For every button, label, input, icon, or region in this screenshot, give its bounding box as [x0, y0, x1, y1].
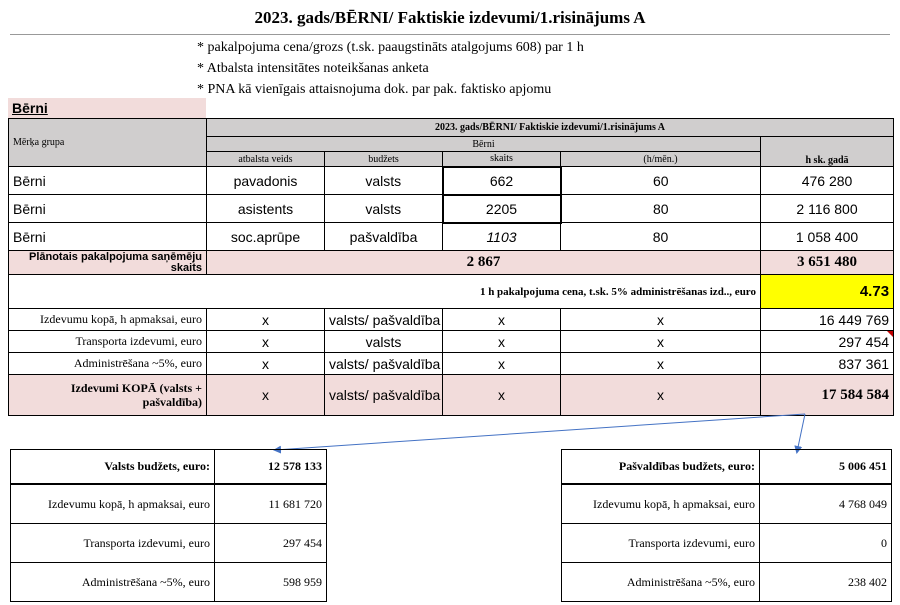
- municipal-budget-total: 5 006 451: [760, 450, 892, 485]
- table-row: [562, 484, 892, 524]
- municipal-row-value: 238 402: [760, 563, 892, 602]
- section-label: Bērni: [8, 98, 206, 118]
- total-value: 17 584 584: [761, 375, 894, 416]
- municipal-row-label: Administrēšana ~5%, euro: [562, 563, 760, 602]
- row-count[interactable]: 1103: [443, 223, 561, 251]
- municipal-row-value: 0: [760, 524, 892, 563]
- row-type: asistents: [207, 195, 325, 223]
- row-budget: valsts: [325, 167, 443, 195]
- price-label: 1 h pakalpojuma cena, t.sk. 5% administrēšanas izd.., euro: [9, 275, 761, 309]
- total-col-a: x: [207, 375, 325, 416]
- cost-label: Transporta izdevumi, euro: [9, 331, 207, 353]
- cost-col-d: x: [561, 309, 761, 331]
- row-year: 1 058 400: [761, 223, 894, 251]
- table-header-title: 2023. gads/BĒRNI/ Faktiskie izdevumi/1.risinājums A: [207, 119, 894, 137]
- table-row: [562, 524, 892, 563]
- arrow-to-state-budget: [275, 414, 805, 450]
- cost-col-b: valsts/ pašvaldība: [325, 309, 443, 331]
- budget-header: budžets: [325, 152, 443, 167]
- municipal-row-label: Transporta izdevumi, euro: [562, 524, 760, 563]
- cost-col-c: x: [443, 309, 561, 331]
- hours-year-header: h sk. gadā: [761, 137, 894, 167]
- table-row: [11, 524, 327, 563]
- cost-label: Administrēšana ~5%, euro: [9, 353, 207, 375]
- cost-value: 837 361: [761, 353, 894, 375]
- cost-value-text: 297 454: [838, 333, 890, 350]
- total-col-d: x: [561, 375, 761, 416]
- municipal-row-label: Izdevumu kopā, h apmaksai, euro: [562, 484, 760, 524]
- hours-month-header: (h/mēn.): [561, 152, 761, 167]
- municipal-budget-table: [561, 449, 892, 602]
- count-header: skaits: [443, 152, 561, 167]
- state-row-value: 297 454: [215, 524, 327, 563]
- cost-col-a: x: [207, 309, 325, 331]
- target-group-header: Mērķa grupa: [9, 119, 207, 167]
- row-hours: 60: [561, 167, 761, 195]
- planned-count: 2 867: [207, 251, 761, 275]
- note-2: * Atbalsta intensitātes noteikšanas anketa: [197, 61, 429, 76]
- table-row: [11, 563, 327, 602]
- planned-year: 3 651 480: [761, 251, 894, 275]
- cost-col-d: x: [561, 331, 761, 353]
- row-group: Bērni: [9, 195, 207, 223]
- state-row-label: Administrēšana ~5%, euro: [11, 563, 215, 602]
- row-group: Bērni: [9, 167, 207, 195]
- row-count[interactable]: 662: [443, 167, 561, 195]
- row-group: Bērni: [9, 223, 207, 251]
- cost-col-c: x: [443, 331, 561, 353]
- row-type: soc.aprūpe: [207, 223, 325, 251]
- state-budget-table: [10, 449, 327, 602]
- cost-col-c: x: [443, 353, 561, 375]
- cost-col-a: x: [207, 353, 325, 375]
- row-budget: pašvaldība: [325, 223, 443, 251]
- state-budget-total: 12 578 133: [215, 450, 327, 485]
- table-row: [562, 563, 892, 602]
- arrow-to-municipal-budget: [797, 414, 805, 452]
- state-row-value: 11 681 720: [215, 484, 327, 524]
- row-year: 2 116 800: [761, 195, 894, 223]
- cost-col-a: x: [207, 331, 325, 353]
- row-hours: 80: [561, 195, 761, 223]
- total-col-c: x: [443, 375, 561, 416]
- municipal-row-value: 4 768 049: [760, 484, 892, 524]
- cost-value: 16 449 769: [761, 309, 894, 331]
- state-row-value: 598 959: [215, 563, 327, 602]
- note-3: * PNA kā vienīgais attaisnojuma dok. par pak. faktisko apjomu: [197, 82, 552, 97]
- state-row-label: Transporta izdevumi, euro: [11, 524, 215, 563]
- table-sub-title: Bērni: [207, 137, 761, 152]
- cost-col-b: valsts: [325, 331, 443, 353]
- row-type: pavadonis: [207, 167, 325, 195]
- row-hours: 80: [561, 223, 761, 251]
- cost-label: Izdevumu kopā, h apmaksai, euro: [9, 309, 207, 331]
- cost-col-b: valsts/ pašvaldība: [325, 353, 443, 375]
- state-budget-header: Valsts budžets, euro:: [11, 450, 215, 485]
- row-budget: valsts: [325, 195, 443, 223]
- page-title: 2023. gads/BĒRNI/ Faktiskie izdevumi/1.risinājums A: [254, 8, 646, 27]
- state-row-label: Izdevumu kopā, h apmaksai, euro: [11, 484, 215, 524]
- row-count[interactable]: 2205: [443, 195, 561, 223]
- table-row: [11, 484, 327, 524]
- total-label: Izdevumi KOPĀ (valsts + pašvaldība): [9, 375, 207, 416]
- planned-label: Plānotais pakalpojuma saņēmēju skaits: [9, 251, 207, 275]
- support-type-header: atbalsta veids: [207, 152, 325, 167]
- municipal-budget-header: Pašvaldības budžets, euro:: [562, 450, 760, 485]
- price-value: 4.73: [761, 275, 894, 309]
- cost-col-d: x: [561, 353, 761, 375]
- row-year: 476 280: [761, 167, 894, 195]
- total-col-b: valsts/ pašvaldība: [325, 375, 443, 416]
- note-1: * pakalpojuma cena/grozs (t.sk. paaugstināts atalgojums 608) par 1 h: [197, 40, 584, 55]
